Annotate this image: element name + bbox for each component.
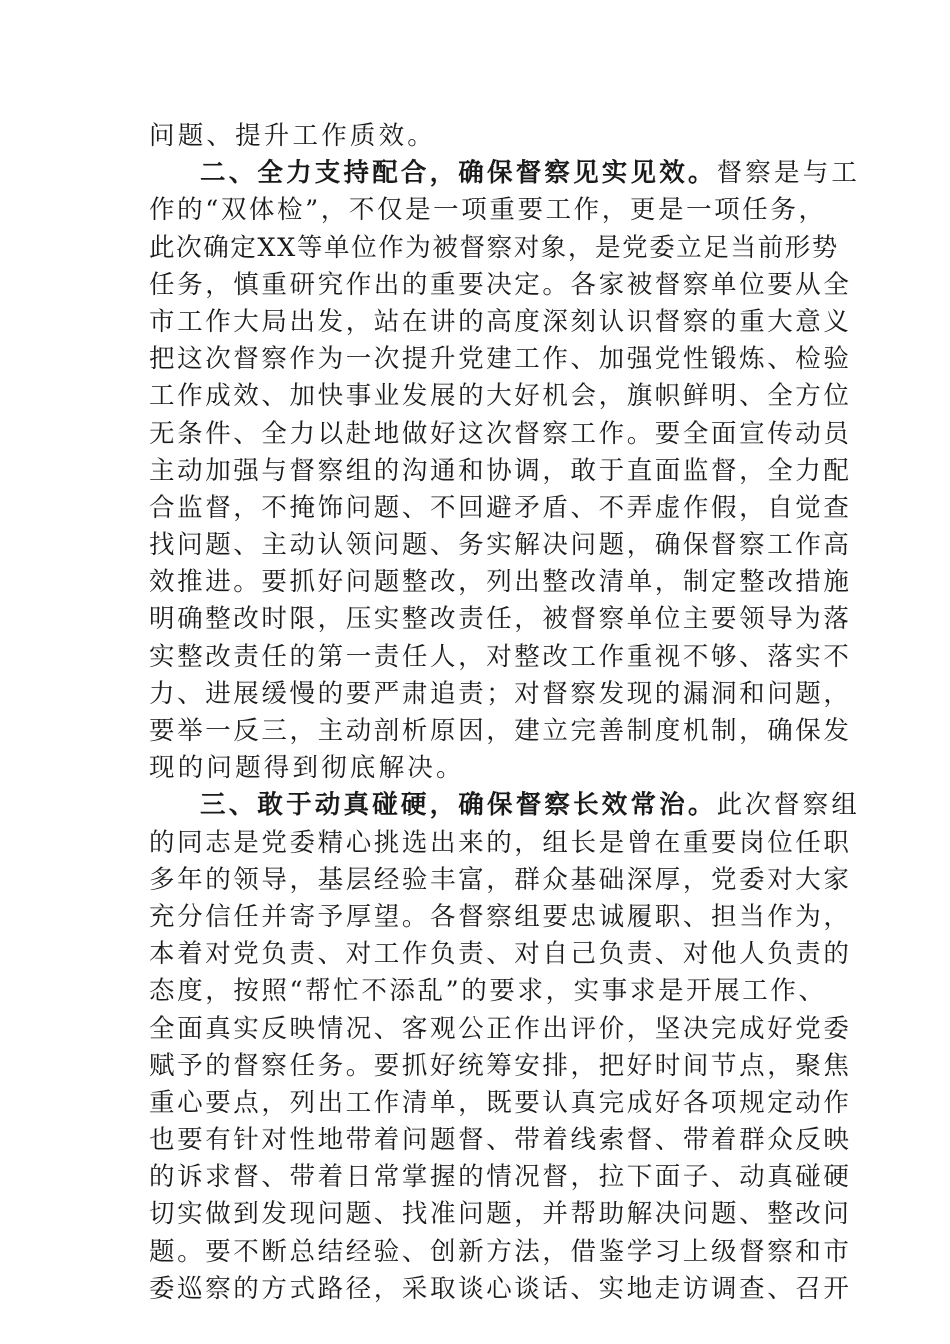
text-line: 作的“双体检”，不仅是一项重要工作，更是一项任务，	[149, 195, 827, 226]
text-line: 赋予的督察任务。要抓好统筹安排，把好时间节点，聚焦	[149, 1050, 852, 1081]
text-line: 工作成效、加快事业发展的大好机会，旗帜鲜明、全方位	[149, 381, 852, 412]
text-line: 市工作大局出发，站在讲的高度深刻认识督察的重大意义	[149, 306, 852, 337]
text-line: 充分信任并寄予厚望。各督察组要忠诚履职、担当作为，	[149, 901, 852, 932]
section-heading: 三、敢于动真碰硬，确保督察长效常治。	[200, 790, 717, 821]
text-line: 现的问题得到彻底解决。	[149, 753, 465, 784]
section-heading-line: 二、全力支持配合，确保督察见实见效。督察是与工	[200, 158, 861, 189]
text-line: 题。要不断总结经验、创新方法，借鉴学习上级督察和市	[149, 1236, 852, 1267]
text-line: 本着对党负责、对工作负责、对自己负责、对他人负责的	[149, 939, 852, 970]
text-line: 主动加强与督察组的沟通和协调，敢于直面监督，全力配	[149, 455, 852, 486]
text-line: 重心要点，列出工作清单，既要认真完成好各项规定动作	[149, 1087, 852, 1118]
text-line: 切实做到发现问题、找准问题，并帮助解决问题、整改问	[149, 1199, 852, 1230]
text-line: 明确整改时限，压实整改责任，被督察单位主要领导为落	[149, 604, 852, 635]
text-line: 的同志是党委精心挑选出来的，组长是曾在重要岗位任职	[149, 827, 852, 858]
section-heading-line: 三、敢于动真碰硬，确保督察长效常治。此次督察组	[200, 790, 861, 821]
text-line: 力、进展缓慢的要严肃追责；对督察发现的漏洞和问题，	[149, 678, 852, 709]
text-line: 效推进。要抓好问题整改，列出整改清单，制定整改措施	[149, 567, 852, 598]
text-line: 委巡察的方式路径，采取谈心谈话、实地走访调查、召开	[149, 1273, 852, 1304]
text-line: 的诉求督、带着日常掌握的情况督，拉下面子、动真碰硬	[149, 1162, 852, 1193]
text-line: 任务，慎重研究作出的重要决定。各家被督察单位要从全	[149, 269, 852, 300]
text-line: 找问题、主动认领问题、务实解决问题，确保督察工作高	[149, 530, 852, 561]
section-heading: 二、全力支持配合，确保督察见实见效。	[200, 158, 717, 189]
text-line: 也要有针对性地带着问题督、带着线索督、带着群众反映	[149, 1125, 852, 1156]
text-line: 把这次督察作为一次提升党建工作、加强党性锻炼、检验	[149, 344, 852, 375]
text-line: 无条件、全力以赴地做好这次督察工作。要全面宣传动员	[149, 418, 852, 449]
document-body	[149, 118, 861, 1308]
text-line: 合监督，不掩饰问题、不回避矛盾、不弄虚作假，自觉查	[149, 492, 852, 523]
text-line: 全面真实反映情况、客观公正作出评价，坚决完成好党委	[149, 1013, 852, 1044]
text-line: 要举一反三，主动剖析原因，建立完善制度机制，确保发	[149, 716, 852, 746]
text-line: 态度，按照“帮忙不添乱”的要求，实事求是开展工作、	[149, 976, 827, 1007]
text-line: 问题、提升工作质效。	[149, 121, 437, 151]
text-line: 实整改责任的第一责任人，对整改工作重视不够、落实不	[149, 641, 852, 672]
text-line: 此次确定XX等单位作为被督察对象，是党委立足当前形势	[149, 232, 839, 263]
text-line: 多年的领导，基层经验丰富，群众基础深厚，党委对大家	[149, 864, 852, 895]
